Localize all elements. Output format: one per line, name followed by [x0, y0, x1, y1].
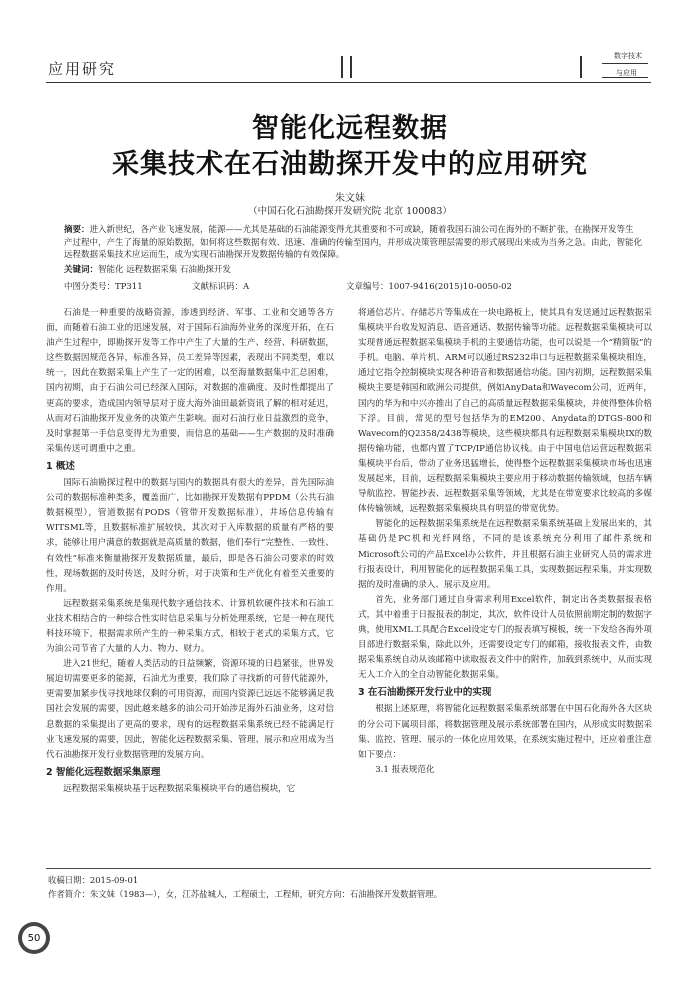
logo-text-top: 数字技术 — [614, 52, 642, 60]
paragraph: 首先，业务部门通过自身需求利用Excel软件，制定出各类数据报表格式，其中着重于日报报表的制定，其次，软件设计人员依照前期定制的数据字典，使用XML工具配合Excel设定专门的报表填写模板，统一下发给各海外项目部进行数据采集，除此以外，还需要设定专门的邮箱，接收报表文件，由数据采集系统自动从该邮箱中读取报表文件中的附件，加载到系统中，从而实现无人工介入的全自动智能化数据采集。 — [358, 594, 652, 681]
document-code: 文献标识码：A — [192, 282, 250, 292]
paragraph: 将通信芯片、存储芯片等集成在一块电路板上，使其具有发送通过远程数据采集模块平台收发短消息、语音通话、数据传输等功能。远程数据采集模块可以实现普通远程数据采集模块手机的主要通信功能，也可以说是一个“精简版”的手机。电脑、单片机、ARM可以通过RS232串口与远程数据采集模块相连，通过它指令控制模块实现各种语音和数据通信功能。国内初期，远程数据采集模块主要是韩国和欧洲公司提供，例如AnyData和Wavecom公司，近两年，国内的华为和中兴亦推出了自己的高质量远程数据采集模块，并使得整体价格下浮。目前，常见的型号包括华为的EM200、Anydata的DTGS-800和Wavecom的Q2358/2438等模块，这些模块都具有远程数据采集模块IX的数据传输功能，也都内置了TCP/IP通信协议栈。由于中国电信运营远程数据采集模块平台后，带动了业务迅猛增长，使得整个远程数据采集模块市场也迅速发展起来，目前，远程数据采集模块主要应用于移动数据传输领域，包括车辆导航监控、智能抄表、远程数据采集等领域，尤其是在带宽要求比较高的多媒体传输领域，远程数据采集模块具有明显的带宽优势。 — [358, 308, 652, 515]
article-title-line1: 智能化远程数据 — [252, 113, 448, 144]
paragraph: 远程数据采集系统是集现代数字通信技术、计算机软硬件技术和石油工业技术相结合的一种综合性实时信息采集与分析处理系统，它是一种在现代科技环境下，根据需求所产生的一种采集方式，相较于老式的采集方式，它为油公司节省了大量的人力、物力、财力。 — [46, 598, 334, 655]
received-date: 收稿日期：2015-09-01 — [48, 875, 139, 885]
header-rule — [46, 82, 651, 83]
keywords — [64, 264, 642, 277]
paragraph: 智能化的远程数据采集系统是在远程数据采集系统基础上发展出来的，其基础仍是PC机和光纤网络，不同的是该系统充分利用了邮件系统和Microsoft公司的产品Excel办公软件，并且根据石油主业研究人员的需求进行报表设计，利用智能化的远程数据采集工具，实现数据远程采集，并实现数据的及时准确的录入、展示及应用。 — [358, 519, 652, 590]
footnote-rule — [46, 868, 651, 869]
abstract-text: 进入新世纪，各产业飞速发展，能源——尤其是基础的石油能源变得尤其重要和不可或缺，随着我国石油公司在海外的不断扩张，在勘探开发等生产过程中，产生了海量的原始数据，如何将这些数据有效、迅速、准确的传输至国内，并形成决策管理层需要的形式展现出来成为当务之急。由此，智能化远程数据采集技术应运而生，成为实现石油勘探开发数据传输的有效保障。 — [64, 225, 643, 261]
logo-line — [602, 77, 648, 78]
author-bio: 作者简介：朱文妹（1983—），女，江苏盐城人，工程硕士，工程师，研究方向：石油勘探开发数据管理。 — [48, 889, 442, 899]
section-heading-2: 2 智能化远程数据采集原理 — [46, 766, 161, 778]
author-name: 朱文妹 — [335, 193, 365, 204]
intro-paragraph: 石油是一种重要的战略资源，渗透到经济、军事、工业和交通等各方面，而随着石油工业的迅速发展，对于国际石油海外业务的深度开拓，在石油产生过程中，即勘探开发等工作中产生了大量的生产、经营、科研数据，这些数据因规范各异，标准各异，员工差异等因素，表现出不同类型，难以统一，因此在数据采集上产生了一定的困难，以至海量数据集中汇总困难，国内初期，由于石油公司已经深入国际，对数据的准确度、及时性都提出了更高的要求，造成国内领导层对于庞大海外油田最新资讯了解的相对延迟，从而对石油勘探开发业务的决策产生影响。面对石油行业日益激烈的竞争，及时掌握第一手信息变得尤为重要，而信息的基础——生产数据的及时准确采集传送可谓重中之重。 — [46, 308, 334, 454]
section-heading-1: 1 概述 — [46, 460, 75, 472]
keywords-label: 关键词： — [64, 265, 99, 275]
logo-text-bottom: 与应用 — [616, 69, 637, 77]
page-number: 50 — [27, 933, 41, 944]
abstract — [64, 224, 642, 262]
header-divider — [341, 56, 343, 78]
article-id: 文章编号：1007-9416(2015)10-0050-02 — [346, 282, 512, 292]
logo-line — [602, 63, 648, 64]
page-number-badge — [18, 922, 50, 954]
paragraph: 远程数据采集模块基于远程数据采集模块平台的通信模块，它 — [63, 783, 296, 794]
left-column — [46, 306, 334, 797]
header-divider — [350, 56, 352, 78]
article-title-line2: 采集技术在石油勘探开发中的应用研究 — [112, 149, 588, 180]
journal-logo — [594, 51, 650, 81]
author-affiliation: （中国石化石油勘探开发研究院 北京 100083） — [248, 206, 452, 217]
paragraph: 根据上述原理，将智能化远程数据采集系统部署在中国石化海外各大区块的分公司下属项目部，将数据管理及展示系统部署在国内，从形成实时数据采集、监控、管理、展示的一体化应用效果，在系统实施过程中，还应着重注意如下要点： — [358, 704, 652, 760]
clc-number: 中图分类号：TP311 — [64, 282, 143, 292]
keywords-text: 智能化 远程数据采集 石油勘探开发 — [98, 265, 231, 275]
subsection-heading: 3.1 报表规范化 — [375, 764, 435, 775]
right-column — [358, 306, 652, 778]
paragraph: 进入21世纪，随着人类活动的日益频繁，资源环境的日趋紧张，世界发展迫切需要更多的能源，石油尤为重要，我们除了寻找新的可替代能源外，更需要加紧步伐寻找地球仅剩的可用资源，而国内资源已远远不能够满足我国社会发展的需要，因此越来越多的油公司开始涉足海外石油业务，这对信息数据的采集提出了更高的要求，现有的远程数据采集系统已经不能满足行业飞速发展的需要，因此，智能化远程数据采集、管理、展示和应用成为当代石油勘探开发行业数据管理的发展方向。 — [46, 659, 334, 760]
section-label: 应用研究 — [48, 60, 117, 78]
abstract-label: 摘要： — [64, 225, 90, 235]
header-divider — [580, 56, 582, 78]
paragraph: 国际石油勘探过程中的数据与国内的数据具有很大的差异，首先国际油公司的数据标准种类多，覆盖面广，比如勘探开发数据有PPDM（公共石油数据模型），管道数据有PODS（管带开发数据标准），井场信息传输有WITSML等，且数据标准扩展较快，其次对于入库数据的质量有严格的要求，能够让用户满意的数据就是高质量的数据，他们奉行“完整性、一致性、有效性”标准来衡量勘探开发数据质量，最后，即是各石油公司要求的时效性，现场数据的及时传送，及时分析，对于决策和生产优化有着至关重要的作用。 — [46, 478, 334, 594]
section-heading-3: 3 在石油勘探开发行业中的实现 — [358, 687, 492, 699]
